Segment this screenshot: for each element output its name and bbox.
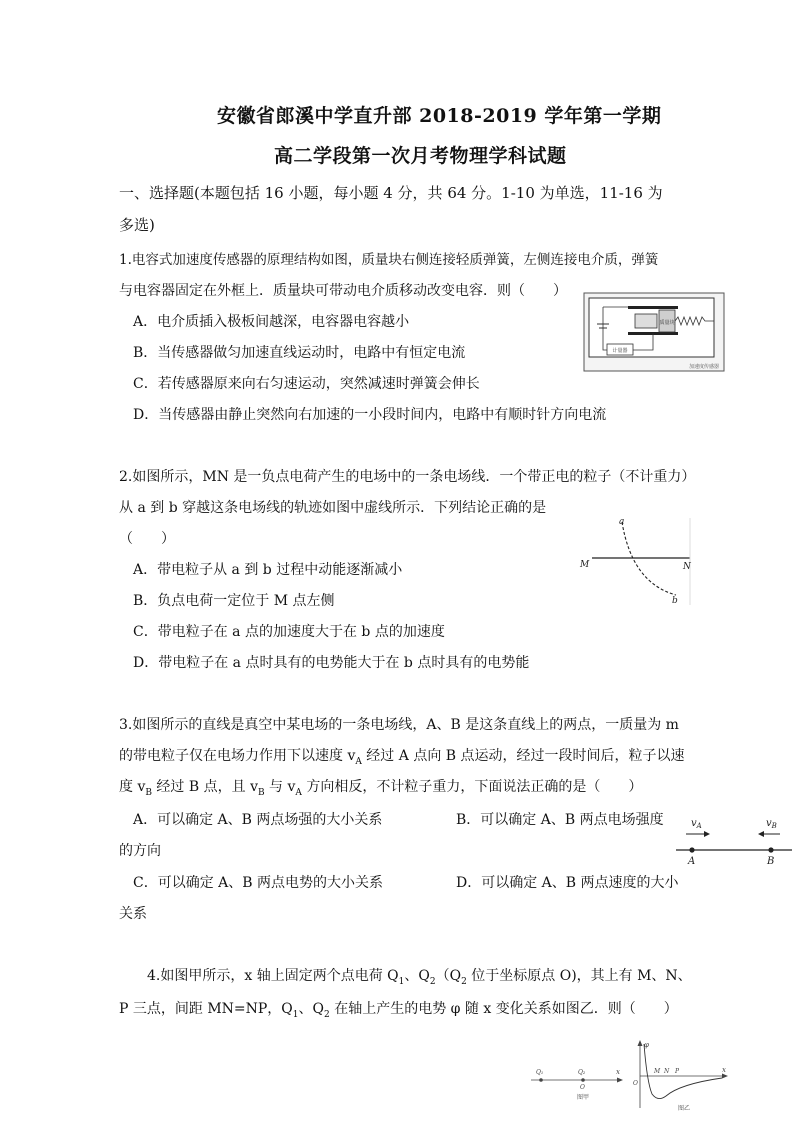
q1-stem-line-1: 1.电容式加速度传感器的原理结构如图，质量块右侧连接轻质弹簧，左侧连接电介质，弹簧 (119, 252, 659, 268)
section-heading-cont: 多选) (119, 216, 155, 234)
q1-mass-label: 质量块 (659, 320, 675, 326)
q4-sub-5: 2 (324, 1009, 330, 1020)
section-heading: 一、选择题(本题包括 16 小题，每小题 4 分，共 64 分。1-10 为单选，11-16 为 (119, 184, 663, 202)
q2-option-c: C．带电粒子在 a 点的加速度大于在 b 点的加速度 (133, 624, 445, 640)
q2-stem-line-2: 从 a 到 b 穿越这条电场线的轨迹如图中虚线所示．下列结论正确的是 (119, 500, 547, 516)
q2-point-a-label: a (619, 517, 625, 527)
q4-sub-2: 2 (429, 976, 436, 987)
q1-option-d: D．当传感器由静止突然向右加速的一小段时间内，电路中有顺时针方向电流 (133, 407, 607, 423)
title-line-2: 高二学段第一次月考物理学科试题 (274, 145, 567, 167)
title-line-1: 安徽省郎溪中学直升部 2018-2019 学年第一学期 (217, 105, 662, 127)
q1-option-b: B．当传感器做匀加速直线运动时，电路中有恒定电流 (133, 345, 466, 361)
q3-option-d-cont: 关系 (119, 906, 147, 922)
q3-vb-sub: B (771, 822, 777, 830)
q1-figure-caption: 加速度传感器 (688, 364, 719, 370)
q4-x2-label: x (722, 1066, 726, 1074)
q3-stem-3-sub2: B (257, 787, 265, 798)
svg-text:vA (691, 818, 702, 830)
q4-stem-line-1 (147, 966, 692, 992)
q3-option-c: C．可以确定 A、B 两点电势的大小关系 (133, 875, 384, 891)
q4-sub-1: 1 (398, 976, 405, 987)
q1-option-a: A．电介质插入极板间越深，电容器电容越小 (133, 314, 410, 330)
q4-x-axis-label: x (616, 1068, 620, 1076)
q3-stem-line-3 (119, 777, 642, 803)
q4-stem-2-c: 在轴上产生的电势 φ 随 x 变化关系如图乙．则（ ） (329, 1001, 678, 1017)
q3-vb-label: v (766, 818, 772, 829)
q4-stem-1-b: 、Q (404, 968, 430, 984)
q4-m-label: M (654, 1068, 661, 1075)
q3-stem-3-sub1: B (145, 787, 152, 798)
q4-figure-yi (630, 1038, 730, 1112)
q2-field-line-figure (576, 515, 694, 607)
q4-stem-2-b: 、Q (298, 1001, 325, 1017)
q2-option-b: B．负点电荷一定位于 M 点左侧 (133, 593, 335, 609)
q3-stem-3-a: 度 v (119, 779, 146, 795)
q4-figure-jia-caption: 图甲 (577, 1094, 590, 1101)
q3-option-d: D．可以确定 A、B 两点速度的大小 (456, 875, 679, 891)
q2-point-m-label: M (580, 560, 590, 570)
q3-option-b: B．可以确定 A、B 两点电场强度 (456, 812, 664, 828)
q4-figure-yi-caption: 图乙 (678, 1105, 691, 1112)
q3-option-a: A．可以确定 A、B 两点场强的大小关系 (133, 812, 383, 828)
q4-stem-1-d: 位于坐标原点 O)，其上有 M、N、 (466, 968, 692, 984)
q3-stem-2-post: 经过 A 点向 B 点运动，经过一段时间后，粒子以速 (361, 748, 685, 764)
svg-text:vB (766, 818, 777, 830)
q3-stem-line-2 (119, 746, 685, 772)
q4-phi-label: φ (644, 1041, 649, 1049)
q3-stem-3-d: 方向相反，不计粒子重力，下面说法正确的是（ ） (301, 779, 643, 795)
q3-stem-3-sub3: A (295, 787, 302, 798)
q2-point-b-label: b (672, 596, 678, 606)
q3-option-b-cont: 的方向 (119, 843, 161, 859)
q4-stem-2-a: P 三点，间距 MN=NP，Q (119, 1001, 293, 1017)
q4-sub-3: 2 (461, 976, 467, 987)
q1-option-c: C．若传感器原来向右匀速运动，突然减速时弹簧会伸长 (133, 376, 480, 392)
q3-stem-2-pre: 的带电粒子仅在电场力作用下以速度 v (119, 748, 356, 764)
q3-point-a-label: A (688, 856, 696, 867)
q3-velocity-figure (674, 812, 794, 868)
q4-origin2-label: O (633, 1080, 638, 1087)
q2-point-n-label: N (683, 562, 691, 572)
q3-va-label: v (691, 818, 697, 829)
q2-option-a: A．带电粒子从 a 到 b 过程中动能逐渐减小 (133, 562, 403, 578)
q4-stem-line-2 (119, 999, 678, 1025)
q4-p-label: P (675, 1068, 680, 1075)
q2-answer-paren: （ ） (119, 531, 175, 547)
q4-q2-label: Q₂ (578, 1069, 586, 1076)
q4-stem-1-c: （Q (435, 968, 462, 984)
q2-option-d: D．带电粒子在 a 点时具有的电势能大于在 b 点时具有的电势能 (133, 655, 530, 671)
q1-meter-label: 计量器 (612, 348, 628, 354)
q1-stem-line-2: 与电容器固定在外框上．质量块可带动电介质移动改变电容．则（ ） (119, 283, 567, 299)
q2-stem-line-1: 2.如图所示，MN 是一负点电荷产生的电场中的一条电场线．一个带正电的粒子（不计重力） (119, 469, 696, 485)
q4-origin-label: O (580, 1084, 585, 1091)
q3-stem-3-c: 与 v (264, 779, 296, 795)
q3-stem-3-b: 经过 B 点，且 v (151, 779, 258, 795)
q3-stem-2-sub: A (355, 756, 362, 767)
q3-stem-line-1: 3.如图所示的直线是真空中某电场的一条电场线，A、B 是这条直线上的两点，一质量为 m (119, 717, 679, 733)
q4-stem-1-a: 4.如图甲所示，x 轴上固定两个点电荷 Q (147, 968, 399, 984)
q4-figure-jia (527, 1062, 627, 1102)
q1-accelerometer-figure (583, 292, 725, 372)
q4-sub-4: 1 (292, 1009, 299, 1020)
q3-point-b-label: B (767, 856, 775, 867)
q3-va-sub: A (696, 822, 702, 830)
q4-q1-label: Q₁ (536, 1069, 544, 1076)
q4-n-label: N (664, 1068, 670, 1075)
